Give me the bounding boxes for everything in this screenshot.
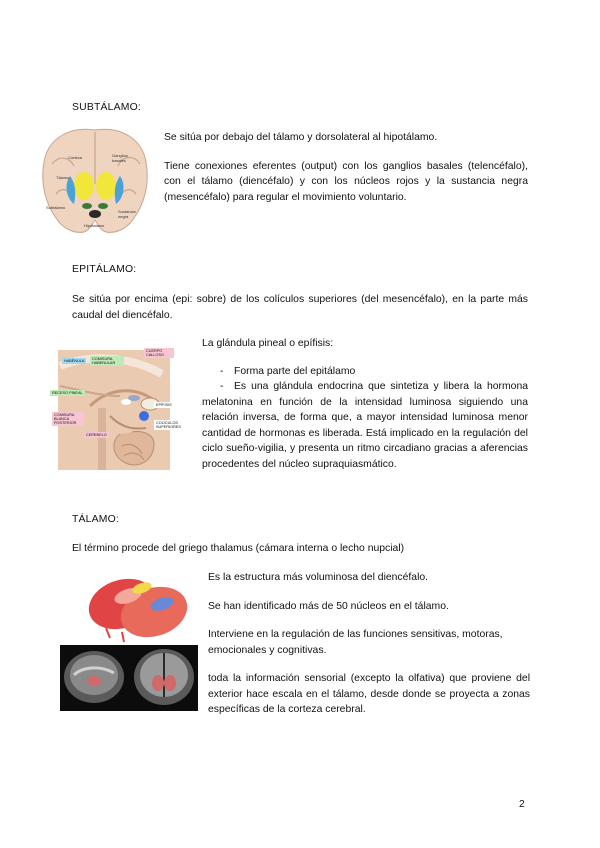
label-epifisis: EPÍFISIS bbox=[156, 403, 172, 407]
pineal-figure bbox=[50, 346, 196, 474]
talamo-paragraph-4: toda la información sensorial (excepto la olfativa) que proviene del exterior hace escala en el tálamo, desde donde se proyecta a zonas específicas de la corteza cerebral. bbox=[208, 673, 530, 715]
label-receso-pineal: RECESO PINEAL bbox=[52, 391, 83, 395]
pineal-list-item: - Es una glándula endocrina que sintetiza y libera la hormona melatonina en función de la intensidad luminosa siguiendo una relación inversa, de forma que, a mayor intensidad luminosa menor cantidad de hormonas es liberada. Está implicado en la regulación del ciclo sueño-vigilia, y presenta un ritmo circadiano gracias a aferencias procedentes del núcleo supraquiasmático. bbox=[202, 381, 528, 470]
mri-figure bbox=[60, 645, 198, 711]
label-subtalamo: Subtálamo bbox=[46, 205, 66, 210]
subtalamo-paragraph-1: Se sitúa por debajo del tálamo y dorsolateral al hipotálamo. bbox=[164, 132, 438, 143]
label-sustancia-negra: Sustancia negra bbox=[118, 209, 136, 219]
thalamus-illustration bbox=[86, 574, 192, 644]
pineal-list bbox=[202, 364, 528, 473]
talamo-paragraph-3: Interviene en la regulación de las funciones sensitivas, motoras, emocionales y cognitivas. bbox=[208, 629, 503, 656]
label-corteza: Corteza bbox=[68, 155, 83, 160]
subthalamus-figure bbox=[40, 124, 150, 238]
pineal-lead: La glándula pineal o epífisis: bbox=[202, 338, 334, 349]
heading-talamo: TÁLAMO: bbox=[72, 514, 120, 525]
brain-coronal-illustration bbox=[40, 124, 150, 238]
page-number: 2 bbox=[519, 799, 525, 810]
label-comisura-habenular: COMISURA HABENULAR bbox=[90, 356, 124, 366]
pineal-list-item: - Forma parte del epitálamo bbox=[220, 365, 356, 377]
talamo-text bbox=[208, 570, 530, 718]
pineal-text bbox=[202, 336, 528, 472]
label-talamo: Tálamo bbox=[56, 175, 70, 180]
heading-epitalamo: EPITÁLAMO: bbox=[72, 264, 137, 275]
label-comisura-posterior: COMISURA BLANCA POSTERIOR bbox=[52, 412, 84, 426]
label-cuerpo-calloso: CUERPO CALLOSO bbox=[144, 348, 174, 358]
label-ganglios-basales: Ganglios basales bbox=[112, 153, 128, 163]
talamo-paragraph-1: Es la estructura más voluminosa del diencéfalo. bbox=[208, 572, 429, 583]
label-coliculos-superiores: COLÍCULOS SUPERIORES bbox=[154, 420, 192, 430]
label-hipotalamo: Hipotálamo bbox=[84, 223, 105, 228]
label-cerebelo: CEREBELO bbox=[86, 433, 107, 437]
talamo-paragraph-2: Se han identificado más de 50 núcleos en el tálamo. bbox=[208, 600, 449, 612]
label-habenula: HABÉNULA bbox=[64, 359, 85, 363]
mri-brain-scans bbox=[60, 645, 198, 711]
heading-subtalamo: SUBTÁLAMO: bbox=[72, 102, 141, 113]
subtalamo-paragraph-2: Tiene conexiones eferentes (output) con los ganglios basales (telencéfalo), con el tálamo (diencéfalo) y con los núcleos rojos y la sustancia negra (mesencéfalo) para regular el movimiento voluntario. bbox=[164, 160, 528, 203]
subtalamo-text bbox=[164, 130, 528, 205]
talamo-intro: El término procede del griego thalamus (cámara interna o lecho nupcial) bbox=[72, 543, 405, 554]
thalamus-3d-figure bbox=[86, 574, 192, 644]
epitalamo-intro: Se sitúa por encima (epi: sobre) de los colículos superiores (del mesencéfalo), en la parte más caudal del diencéfalo. bbox=[72, 294, 528, 321]
